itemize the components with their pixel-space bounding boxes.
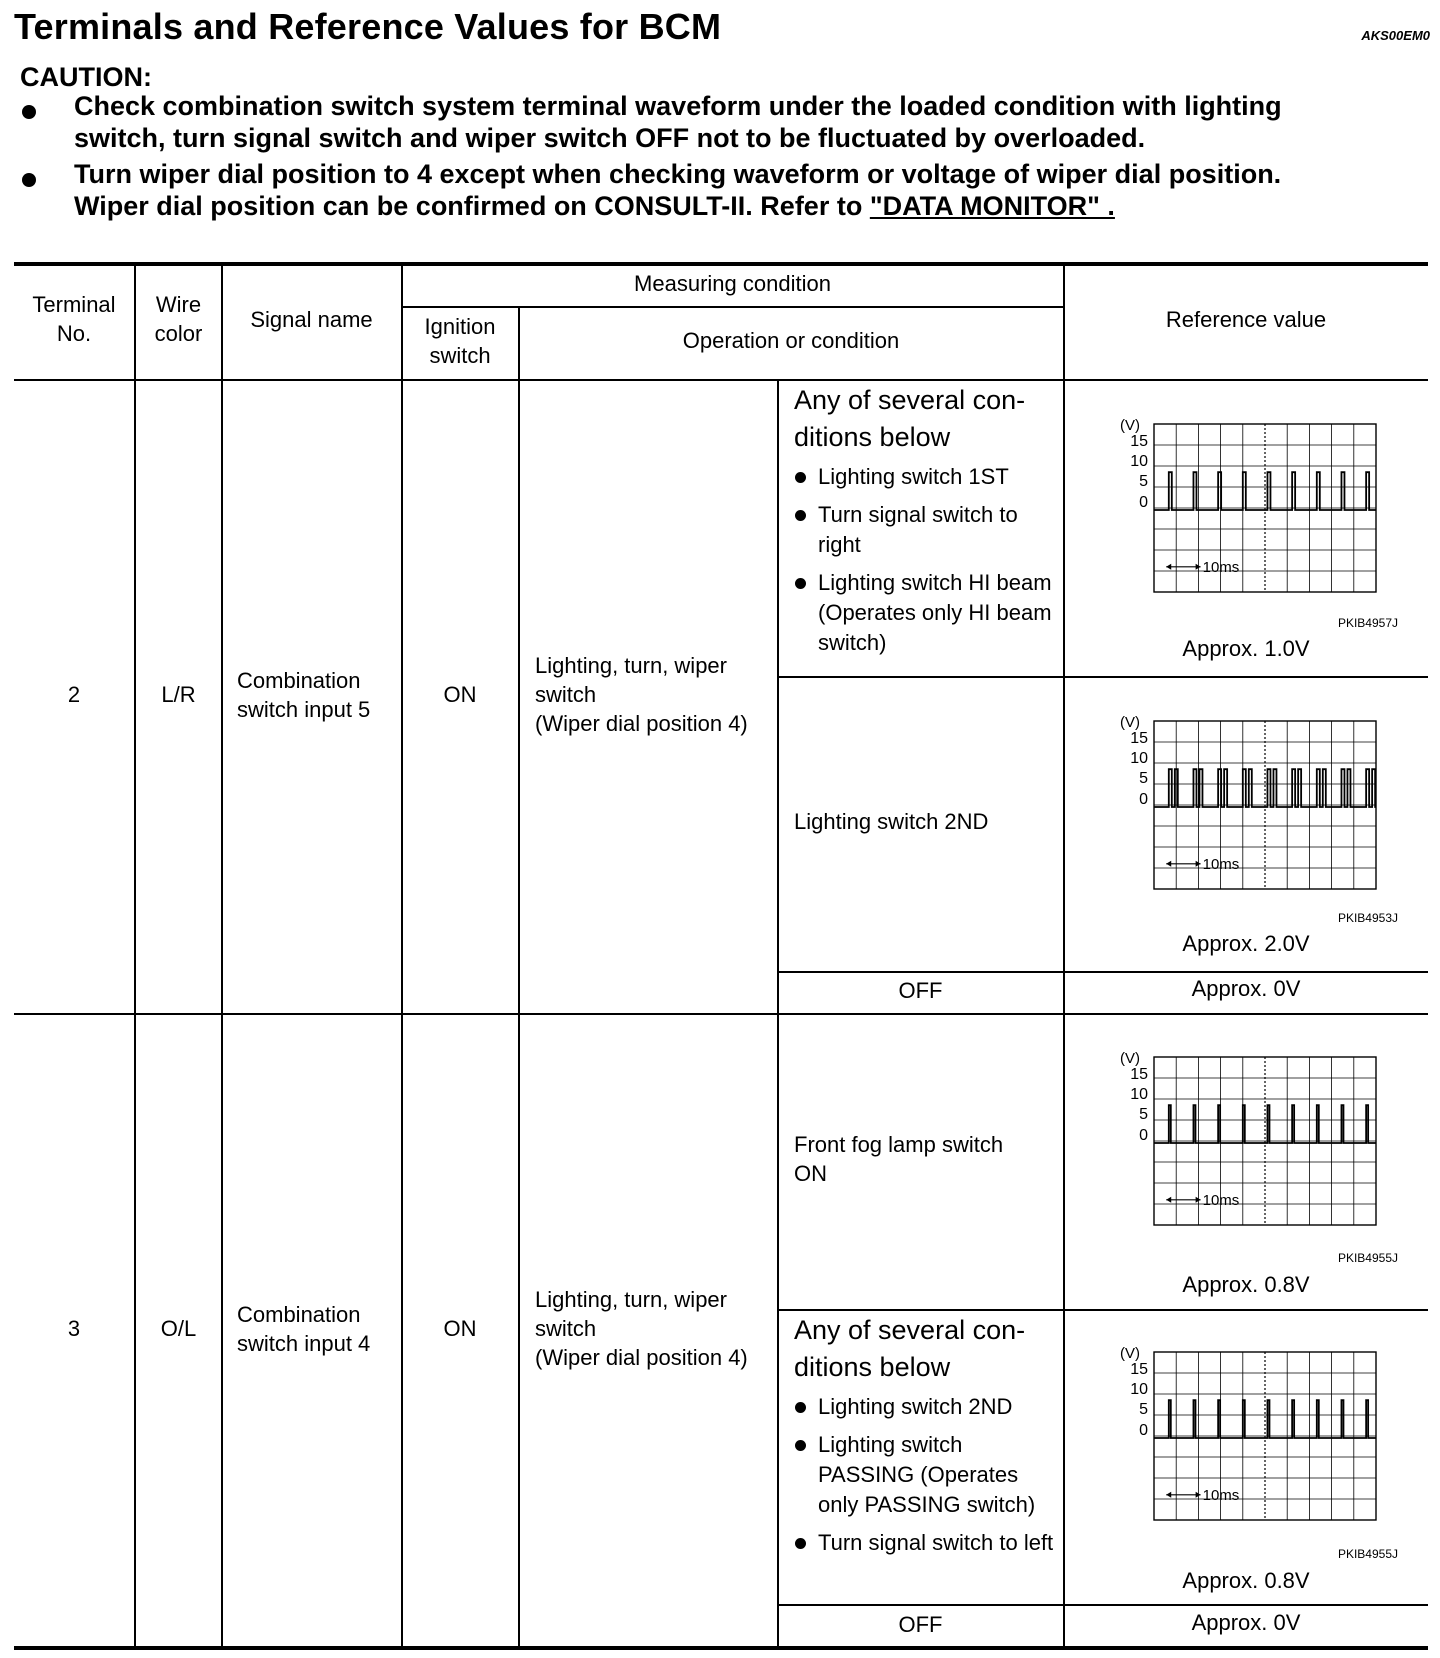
measuring-divider (401, 306, 1063, 308)
caution-label: CAUTION: (20, 62, 152, 92)
row1-operation-line2: switch (535, 682, 597, 707)
image-code: PKIB4955J (1337, 1547, 1398, 1561)
row2-signal-line2: switch input 4 (237, 1331, 371, 1356)
condition-item: Lighting switch 1ST (794, 462, 1056, 492)
axis-tick-label: 0 (1139, 1127, 1148, 1144)
condition-item: Lighting switch PASSING (Operates only PASSING switch) (794, 1430, 1056, 1520)
axis-unit: (V) (1120, 418, 1140, 434)
cell-divider (777, 1604, 1428, 1606)
bullet-icon (22, 105, 36, 119)
row1-cond1 (794, 382, 1056, 666)
axis-tick-label: 0 (1139, 1422, 1148, 1439)
axis-tick-label: 10 (1130, 1086, 1148, 1103)
axis-tick-label: 0 (1139, 494, 1148, 511)
caution-bullet-1 (22, 90, 1417, 154)
timebase-label: 10ms (1202, 1191, 1240, 1209)
table-top-rule (14, 262, 1428, 266)
axis-tick-label: 10 (1130, 750, 1148, 767)
row2-cond1-line1: Front fog lamp switch (794, 1132, 1004, 1157)
row1-cond3: OFF (898, 978, 943, 1003)
row2-operation-line2: switch (535, 1316, 597, 1341)
row2-cond2 (794, 1312, 1056, 1566)
header-wire-line1: Wire (155, 292, 202, 317)
col-divider (134, 264, 136, 1648)
condition-item: Lighting switch 2ND (794, 1392, 1056, 1422)
axis-tick-label: 5 (1139, 1106, 1148, 1123)
header-ignition-line2: switch (429, 343, 491, 368)
row1-wire: L/R (161, 682, 196, 707)
axis-unit: (V) (1120, 1346, 1140, 1362)
data-monitor-link[interactable]: "DATA MONITOR" . (869, 191, 1115, 221)
page-title: Terminals and Reference Values for BCM (14, 6, 722, 47)
header-terminal (14, 290, 134, 348)
header-operation: Operation or condition (682, 328, 900, 353)
col-divider (221, 264, 223, 1648)
header-reference: Reference value (1165, 307, 1327, 332)
table-bottom-rule (14, 1646, 1428, 1650)
row2-cond2-heading2: ditions below (794, 1352, 951, 1382)
image-code: PKIB4953J (1337, 911, 1398, 925)
timebase-arrowhead (1166, 1197, 1171, 1203)
axis-tick-label: 5 (1139, 473, 1148, 490)
reference-value: Approx. 0V (1191, 1610, 1301, 1635)
axis-unit: (V) (1120, 715, 1140, 731)
cell-divider (777, 971, 1428, 973)
row2-wire: O/L (160, 1316, 197, 1341)
caution-bullet-1-line2: switch, turn signal switch and wiper switch OFF not to be fluctuated by overloaded. (74, 123, 1146, 153)
axis-tick-label: 5 (1139, 1401, 1148, 1418)
row-divider (14, 1013, 1428, 1015)
waveform-chart (1108, 1051, 1393, 1241)
timebase-arrowhead (1166, 564, 1171, 570)
caution-bullet-2-line1: Turn wiper dial position to 4 except when checking waveform or voltage of wiper dial position. (74, 159, 1282, 189)
row2-ignition: ON (443, 1316, 477, 1341)
waveform-chart (1108, 715, 1393, 905)
col-divider (777, 380, 779, 1648)
image-code: PKIB4955J (1337, 1251, 1398, 1265)
row1-operation (535, 651, 775, 738)
axis-tick-label: 0 (1139, 791, 1148, 808)
row1-signal-line2: switch input 5 (237, 697, 371, 722)
row2-terminal: 3 (67, 1316, 81, 1341)
reference-value: Approx. 0V (1191, 976, 1301, 1001)
header-wire (136, 290, 221, 348)
bullet-icon (22, 173, 36, 187)
waveform-chart (1108, 1346, 1393, 1536)
axis-tick-label: 15 (1130, 730, 1148, 747)
timebase-label: 10ms (1202, 855, 1240, 873)
caution-bullet-2-line2: Wiper dial position can be confirmed on CONSULT-II. Refer to (74, 191, 870, 221)
row2-cond3: OFF (898, 1612, 943, 1637)
row1-cond1-heading1: Any of several con- (794, 385, 1026, 415)
header-wire-line2: color (154, 321, 203, 346)
header-signal: Signal name (250, 307, 373, 332)
row2-signal-line1: Combination (237, 1302, 361, 1327)
condition-item: Lighting switch HI beam (Operates only HI beam switch) (794, 568, 1056, 658)
condition-item: Turn signal switch to left (794, 1528, 1056, 1558)
reference-value: Approx. 2.0V (1182, 931, 1310, 956)
row1-cond2: Lighting switch 2ND (794, 809, 989, 834)
doc-code: AKS00EM0 (1361, 28, 1430, 43)
row1-signal-line1: Combination (237, 668, 361, 693)
row2-cond1-line2: ON (794, 1161, 827, 1186)
col-divider (401, 264, 403, 1648)
header-ignition (402, 312, 518, 370)
axis-unit: (V) (1120, 1051, 1140, 1067)
row2-signal (237, 1300, 397, 1358)
waveform-chart (1108, 418, 1393, 608)
row1-terminal: 2 (67, 682, 81, 707)
reference-value: Approx. 1.0V (1182, 636, 1310, 661)
cell-divider (777, 1309, 1428, 1311)
timebase-arrowhead (1166, 861, 1171, 867)
header-bottom-rule (14, 379, 1428, 381)
header-terminal-line2: No. (56, 321, 92, 346)
axis-tick-label: 5 (1139, 770, 1148, 787)
reference-value: Approx. 0.8V (1182, 1568, 1310, 1593)
axis-tick-label: 15 (1130, 433, 1148, 450)
row2-cond1 (794, 1130, 1056, 1188)
caution-bullet-1-line1: Check combination switch system terminal waveform under the loaded condition with lighting (74, 91, 1282, 121)
header-ignition-line1: Ignition (424, 314, 496, 339)
row2-operation-line1: Lighting, turn, wiper (535, 1287, 727, 1312)
timebase-label: 10ms (1202, 1486, 1240, 1504)
axis-tick-label: 10 (1130, 1381, 1148, 1398)
timebase-label: 10ms (1202, 558, 1240, 576)
col-divider (518, 307, 520, 1648)
row1-cond1-heading2: ditions below (794, 422, 951, 452)
row1-ignition: ON (443, 682, 477, 707)
row1-signal (237, 666, 397, 724)
header-terminal-line1: Terminal (32, 292, 116, 317)
reference-value: Approx. 0.8V (1182, 1272, 1310, 1297)
axis-tick-label: 10 (1130, 453, 1148, 470)
axis-tick-label: 15 (1130, 1066, 1148, 1083)
axis-tick-label: 15 (1130, 1361, 1148, 1378)
row2-operation (535, 1285, 775, 1372)
image-code: PKIB4957J (1337, 616, 1398, 630)
row1-operation-line1: Lighting, turn, wiper (535, 653, 727, 678)
row1-operation-line3: (Wiper dial position 4) (535, 711, 748, 736)
caution-bullet-2 (22, 158, 1417, 222)
cell-divider (777, 676, 1428, 678)
row2-cond2-heading1: Any of several con- (794, 1315, 1026, 1345)
row2-operation-line3: (Wiper dial position 4) (535, 1345, 748, 1370)
header-measuring: Measuring condition (634, 271, 831, 296)
condition-item: Turn signal switch to right (794, 500, 1056, 560)
timebase-arrowhead (1166, 1492, 1171, 1498)
